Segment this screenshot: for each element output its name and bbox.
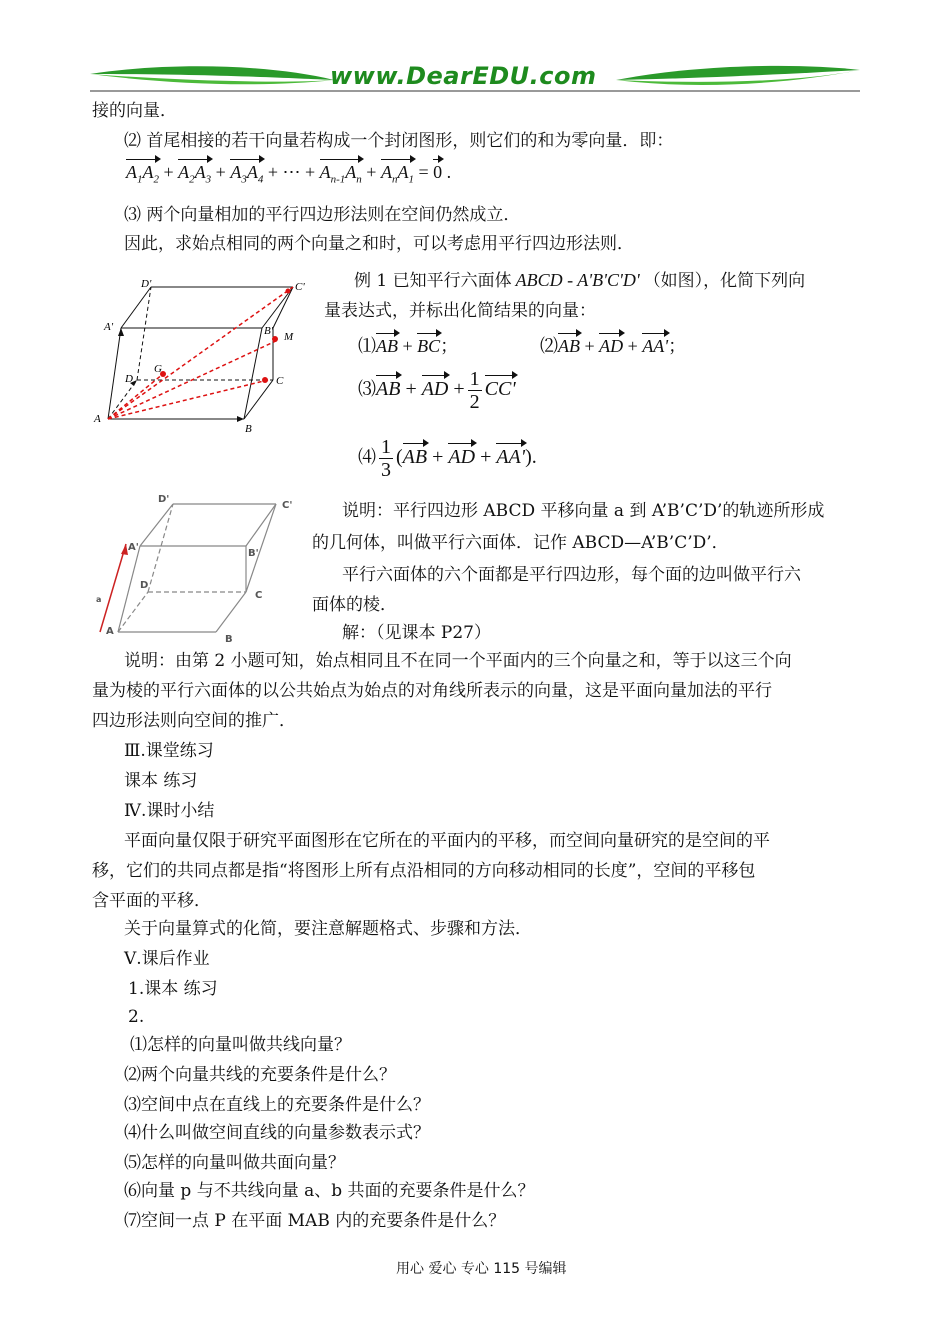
paragraph-continued: 接的向量． <box>92 101 177 121</box>
svg-text:a: a <box>96 595 102 604</box>
svg-text:B: B <box>245 423 252 435</box>
svg-text:B: B <box>225 634 233 642</box>
question-1: ⑴怎样的向量叫做共线向量？ <box>130 1035 351 1055</box>
svg-text:A': A' <box>104 321 114 333</box>
note-1-line-4: 面体的棱． <box>312 595 397 615</box>
svg-text:G: G <box>154 363 162 375</box>
svg-text:D: D <box>125 373 133 385</box>
summary-line-1: 平面向量仅限于研究平面图形在它所在的平面内的平移，而空间向量研究的是空间的平 <box>124 831 770 851</box>
closed-polygon-formula: $A_1A_2 + A_2A_3 + A_3A_4$ + ⋯ + $A_{n-1}A_n + A_nA_1 = 0$ . <box>126 162 452 186</box>
svg-text:A: A <box>94 413 101 425</box>
parallelepiped-figure-2 <box>88 492 303 642</box>
summary-line-2: 移，它们的共同点都是指“将图形上所有点沿相同的方向移动相同的长度”，空间的平移包 <box>92 861 756 881</box>
section-3-heading: Ⅲ.课堂练习 <box>124 741 214 761</box>
property-3: ⑶ 两个向量相加的平行四边形法则在空间仍然成立． <box>124 205 521 225</box>
svg-text:M: M <box>284 331 294 343</box>
note-2-line-1: 说明：由第 2 小题可知，始点相同且不在同一个平面内的三个向量之和，等于以这三个向 <box>124 651 792 671</box>
summary-line-4: 关于向量算式的化简，要注意解题格式、步骤和方法． <box>124 919 532 939</box>
svg-text:B': B' <box>264 325 274 337</box>
note-1-line-1: 说明：平行四边形 ABCD 平移向量 a 到 A’B’C’D’的轨迹所形成 <box>342 501 825 521</box>
svg-text:D': D' <box>158 494 170 505</box>
homework-item-2: 2. <box>128 1007 145 1027</box>
property-2: ⑵ 首尾相接的若干向量若构成一个封闭图形，则它们的和为零向量．即： <box>124 131 674 151</box>
summary-line-3: 含平面的平移． <box>92 891 211 911</box>
svg-text:D': D' <box>141 278 152 290</box>
section-5-heading: Ⅴ.课后作业 <box>124 949 210 969</box>
example-1-line2: 量表达式，并标出化简结果的向量： <box>324 301 596 321</box>
question-3: ⑶空间中点在直线上的充要条件是什么？ <box>124 1095 430 1115</box>
page-footer: 用心 爱心 专心 115 号编辑 <box>396 1261 567 1277</box>
svg-text:C: C <box>255 590 263 601</box>
section-3-item: 课本 练习 <box>124 771 198 791</box>
svg-text:B': B' <box>248 548 259 559</box>
question-2: ⑵两个向量共线的充要条件是什么？ <box>124 1065 396 1085</box>
section-4-heading: Ⅳ.课时小结 <box>124 801 215 821</box>
svg-text:C': C' <box>282 500 293 511</box>
expression-4: ⑷ $\frac{1}{3}$ (AB + AD + AA'). <box>358 436 537 481</box>
expression-3: ⑶AB + AD + $\frac{1}{2}$ CC' <box>358 368 516 413</box>
parallelepiped-figure-1 <box>88 272 323 437</box>
svg-text:C: C <box>276 375 284 387</box>
conclusion: 因此，求始点相同的两个向量之和时，可以考虑用平行四边形法则． <box>124 234 634 254</box>
svg-text:A': A' <box>128 542 139 553</box>
question-7: ⑺空间一点 P 在平面 MAB 内的充要条件是什么？ <box>124 1211 506 1231</box>
site-title: www.DearEDU.com <box>330 62 597 90</box>
expression-2: ⑵AB + AD + AA'； <box>540 336 687 356</box>
note-2-line-3: 四边形法则向空间的推广． <box>92 711 296 731</box>
example-1-intro: 例 1 已知平行六面体 ABCD - A'B'C'D' （如图），化简下列向 <box>354 270 806 291</box>
svg-text:D: D <box>140 580 149 591</box>
question-5: ⑸怎样的向量叫做共面向量？ <box>124 1153 345 1173</box>
svg-text:C': C' <box>295 281 305 293</box>
expression-1: ⑴AB + BC； <box>358 336 459 356</box>
question-4: ⑷什么叫做空间直线的向量参数表示式？ <box>124 1123 430 1143</box>
solution-reference: 解：（见课本 P27） <box>342 623 491 643</box>
note-2-line-2: 量为棱的平行六面体的以公共始点为始点的对角线所表示的向量，这是平面向量加法的平行 <box>92 681 772 701</box>
question-6: ⑹向量 p 与不共线向量 a、b 共面的充要条件是什么？ <box>124 1181 535 1201</box>
note-1-line-2: 的几何体，叫做平行六面体．记作 ABCD—A’B’C’D’． <box>312 533 729 553</box>
note-1-line-3: 平行六面体的六个面都是平行四边形，每个面的边叫做平行六 <box>342 565 801 585</box>
svg-text:A: A <box>106 626 114 637</box>
homework-item-1: 1.课本 练习 <box>128 979 218 999</box>
